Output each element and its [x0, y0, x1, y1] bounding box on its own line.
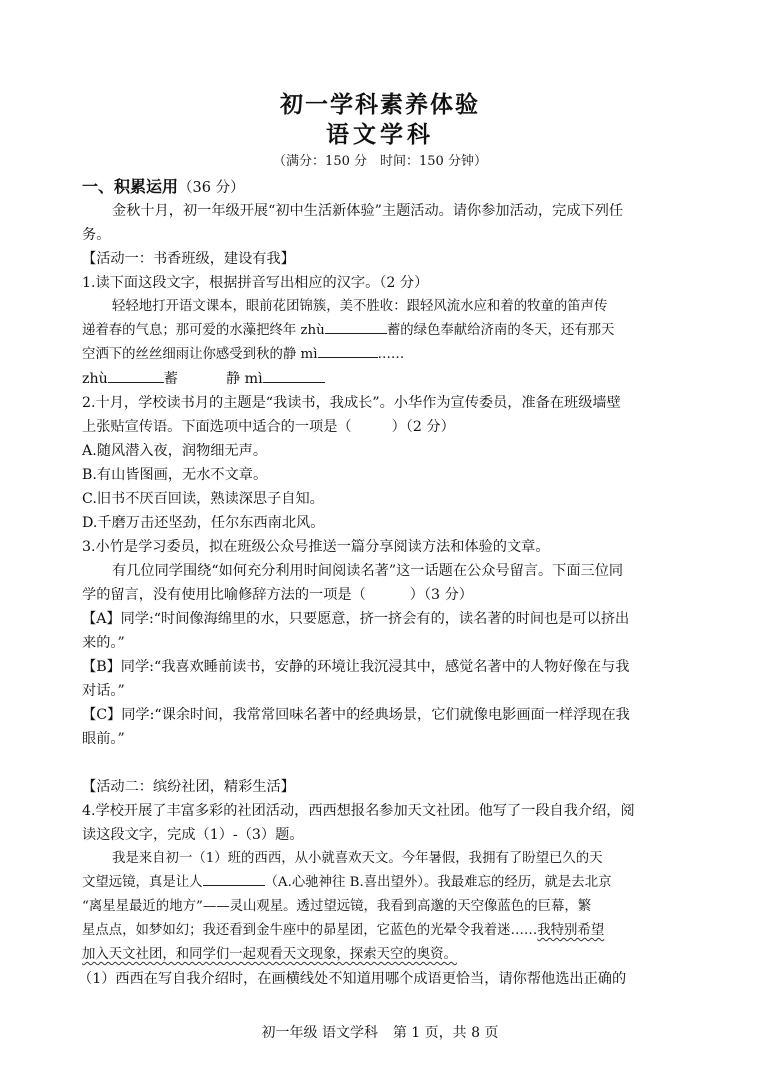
passage-line [82, 919, 682, 943]
comment-a: 来的。” [82, 635, 125, 651]
exam-meta: （满分：150 分 时间：150 分钟） [273, 154, 487, 169]
comment-b: 对话。” [82, 683, 125, 699]
question-stem: 读这段文字，完成（1）-（3）题。 [82, 827, 304, 843]
pinyin-blank[interactable] [325, 319, 387, 334]
question-stem: 4.学校开展了丰富多彩的社团活动，西西想报名参加天文社团。他写了一段自我介绍，阅 [82, 803, 635, 819]
underlined-sentence: 我特别希望 [537, 923, 605, 938]
passage-line [82, 943, 682, 967]
question-stem: 1.读下面这段文字，根据拼音写出相应的汉字。（2 分） [82, 275, 429, 291]
question-stem: 2.十月，学校读书月的主题是“我读书，我成长”。小华作为宣传委员，准备在班级墙壁 [82, 395, 621, 411]
passage-line [82, 319, 682, 343]
question-text [82, 583, 682, 607]
activity-heading: 【活动一：书香班级，建设有我】 [82, 251, 295, 267]
pinyin-blank[interactable] [318, 343, 378, 358]
exam-title: 初一学科素养体验 [280, 91, 480, 118]
option-a: A.随风潜入夜，润物细无声。 [82, 443, 268, 459]
passage-text: （A.心驰神往 B.喜出望外）。我最难忘的经历，就是去北京 [264, 875, 612, 890]
section-label: 一、积累运用 [82, 177, 179, 196]
option-d: D.千磨万击还坚劲，任尔东西南北风。 [82, 515, 325, 531]
underlined-sentence: 加入天文社团，和同学们一起观看天文现象，探索天空的奥资。 [82, 947, 457, 962]
exam-content [78, 175, 682, 991]
footer-page-number: 第 1 页，共 8 页 [392, 1025, 499, 1041]
question-stem: 3.小竹是学习委员，拟在班级公众号推送一篇分享阅读方法和体验的文章。 [82, 539, 550, 555]
question-text: 有几位同学围绕“如何充分利用时间阅读名著”这一话题在公众号留言。下面三位同 [112, 563, 624, 579]
passage-text: 空洒下的丝丝细雨让你感受到秋的静 mì [82, 347, 318, 362]
exam-subtitle: 语文学科 [326, 121, 434, 148]
option-c: C.旧书不厌百回读，熟读深思子自知。 [82, 491, 324, 507]
comment-b: 【B】同学:“我喜欢睡前读书，安静的环境让我沉浸其中，感觉名著中的人物好像在与我 [82, 659, 630, 675]
footer-subject: 语文学科 [321, 1025, 378, 1041]
passage-line [82, 871, 682, 895]
question-text: ）（3 分） [409, 587, 473, 603]
question-stem [82, 415, 682, 439]
section-score: （36 分） [178, 180, 245, 196]
passage-line [82, 343, 682, 367]
answer-label: 蓄 [163, 371, 178, 387]
intro-line: 务。 [82, 227, 111, 243]
passage-line: 轻轻地打开语文课本，眼前花团锦簇，美不胜收：跟轻风流水应和着的牧童的笛声传 [112, 299, 608, 314]
footer-grade: 初一年级 [261, 1025, 318, 1041]
passage-line: 我是来自初一（1）班的西西，从小就喜欢天文。今年暑假，我拥有了盼望已久的天 [112, 851, 603, 866]
page-footer [0, 1022, 760, 1042]
answer-line [82, 367, 682, 391]
sub-question: （1）西西在写自我介绍时，在画横线处不知道用哪个成语更恰当，请你帮他选出正确的 [78, 971, 627, 987]
answer-label: zhù [82, 371, 108, 387]
intro-line: 金秋十月，初一年级开展“初中生活新体验”主题活动。请你参加活动，完成下列任 [112, 203, 624, 219]
comment-c: 【C】同学:“课余时间，我常常回味名著中的经典场景，它们就像电影画面一样浮现在我 [82, 707, 630, 723]
comment-c: 眼前。” [82, 731, 125, 747]
question-text: ）（2 分） [391, 419, 455, 435]
answer-label: 静 mì [225, 371, 263, 387]
option-b: B.有山皆图画，无水不文章。 [82, 467, 268, 483]
activity-heading: 【活动二：缤纷社团，精彩生活】 [82, 779, 295, 795]
passage-text: …… [377, 347, 405, 362]
comment-a: 【A】同学:“时间像海绵里的水，只要愿意，挤一挤会有的，读名著的时间也是可以挤出 [82, 611, 630, 627]
question-text: 学的留言，没有使用比喻修辞方法的一项是（ [82, 587, 366, 603]
passage-text: 蓄的绿色奉献给济南的冬天，还有那天 [386, 323, 615, 338]
passage-text: 星点点，如梦如幻；我还看到金牛座中的昴星团，它蓝色的光晕令我着迷…… [82, 923, 538, 938]
question-text: 上张贴宣传语。下面选项中适合的一项是（ [82, 419, 352, 435]
answer-blank[interactable] [263, 368, 325, 383]
passage-text: 递着春的气息；那可爱的水藻把终年 zhù [82, 323, 325, 338]
section-heading [82, 175, 682, 199]
idiom-blank[interactable] [203, 871, 265, 886]
answer-blank[interactable] [108, 368, 164, 383]
passage-line: “离星星最近的地方”——灵山观星。透过望远镜，我看到高邈的天空像蓝色的巨幕，繁 [82, 899, 592, 914]
passage-text: 文望远镜，真是让人 [82, 875, 203, 890]
